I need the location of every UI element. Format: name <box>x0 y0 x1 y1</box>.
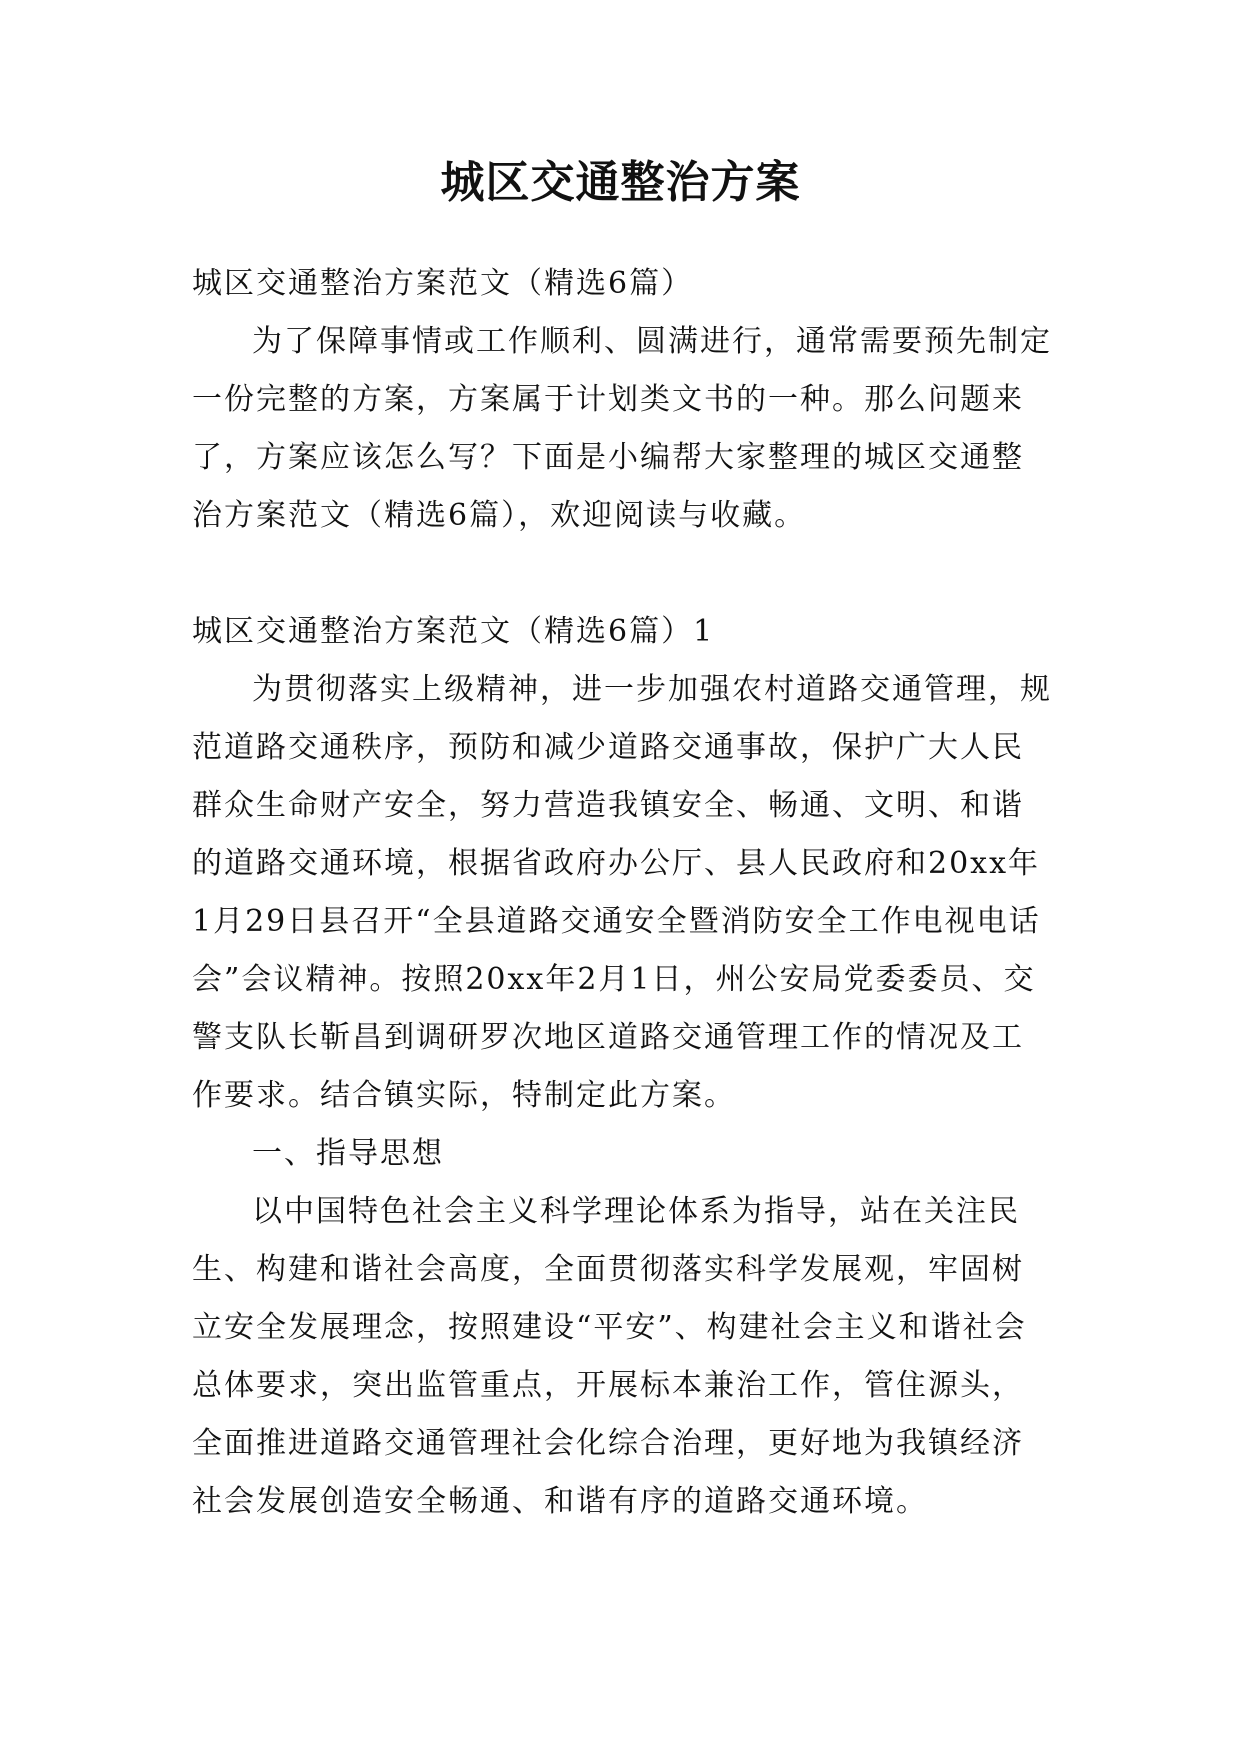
document-title: 城区交通整治方案 <box>440 157 801 208</box>
intro-paragraph: 为了保障事情或工作顺利、圆满进行，通常需要预先制定一份完整的方案，方案属于计划类文书的一种。那么问题来了，方案应该怎么写？下面是小编帮大家整理的城区交通整治方案范文（精选6篇），欢迎阅读与收藏。 <box>192 324 1052 533</box>
section1-subheading: 一、指导思想 <box>252 1136 444 1171</box>
section1-heading: 城区交通整治方案范文（精选6篇）1 <box>192 614 715 649</box>
section1-paragraph-1: 为贯彻落实上级精神，进一步加强农村道路交通管理，规范道路交通秩序，预防和减少道路交通事故，保护广大人民群众生命财产安全，努力营造我镇安全、畅通、文明、和谐的道路交通环境，根据省政府办公厅、县人民政府和20xx年1月29日县召开“全县道路交通安全暨消防安全工作电视电话会”会议精神。按照20xx年2月1日，州公安局党委委员、交警支队长靳昌到调研罗次地区道路交通管理工作的情况及工作要求。结合镇实际，特制定此方案。 <box>192 672 1052 1113</box>
section1-paragraph-2: 以中国特色社会主义科学理论体系为指导，站在关注民生、构建和谐社会高度，全面贯彻落实科学发展观，牢固树立安全发展理念，按照建设“平安”、构建社会主义和谐社会总体要求，突出监管重点，开展标本兼治工作，管住源头，全面推进道路交通管理社会化综合治理，更好地为我镇经济社会发展创造安全畅通、和谐有序的道路交通环境。 <box>192 1194 1027 1519</box>
intro-heading: 城区交通整治方案范文（精选6篇） <box>192 266 694 301</box>
section-spacer <box>192 545 1052 603</box>
document-body <box>192 255 1052 1531</box>
